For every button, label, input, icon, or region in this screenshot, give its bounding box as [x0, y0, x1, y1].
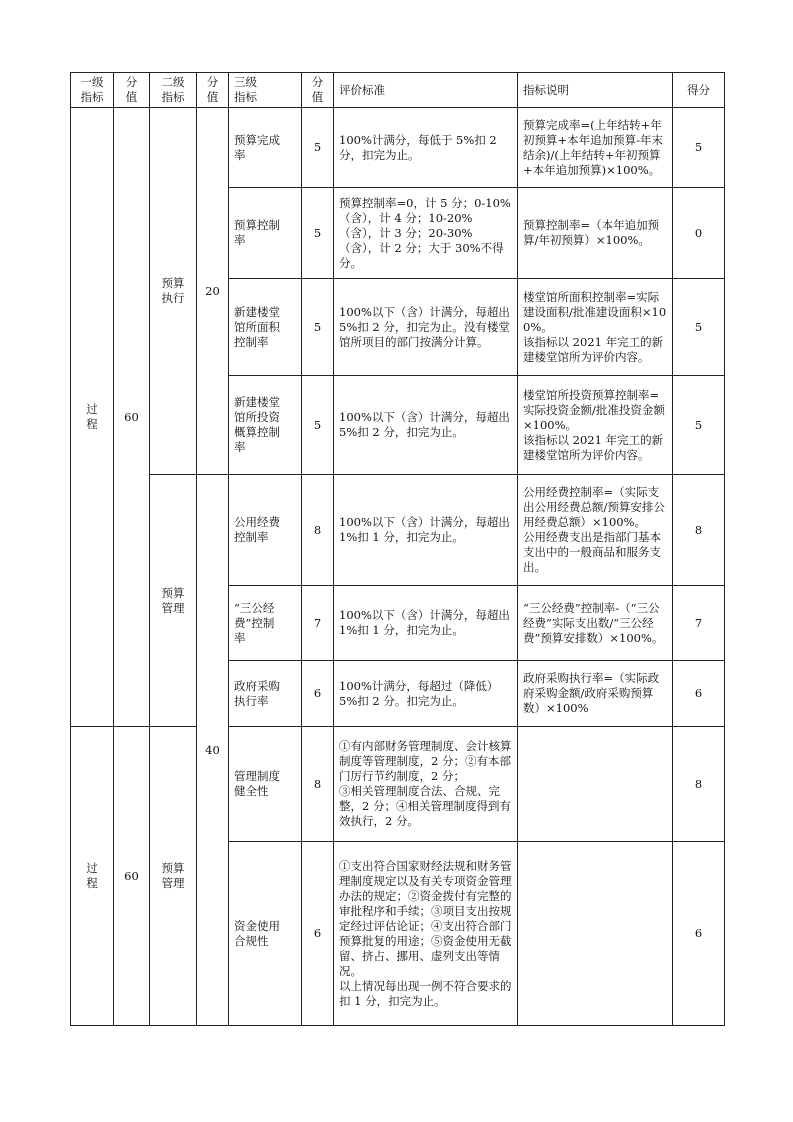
result-cell: 5 — [673, 376, 725, 475]
level3-score: 8 — [302, 475, 334, 586]
level3-score: 6 — [302, 842, 334, 1026]
standard-cell: 100%计满分，每低于 5%扣 2 分，扣完为止。 — [334, 108, 518, 188]
standard-cell: 预算控制率=0，计 5 分；0-10%（含），计 4 分；10-20%（含），计 3 分；20-30%（含），计 2 分；大于 30%不得分。 — [334, 188, 518, 279]
header-score2: 分 值 — [197, 73, 229, 108]
standard-cell: 100%计满分，每超过（降低）5%扣 2 分。扣完为止。 — [334, 661, 518, 727]
level2-cell: 预算 管理 — [150, 475, 197, 727]
level1-score-cell: 60 — [114, 108, 150, 727]
result-cell: 8 — [673, 727, 725, 842]
level3-score: 5 — [302, 279, 334, 376]
level3-name: “三公经 费”控制 率 — [229, 586, 302, 661]
level3-score: 5 — [302, 188, 334, 279]
description-cell — [518, 842, 673, 1026]
result-cell: 5 — [673, 279, 725, 376]
result-cell: 6 — [673, 661, 725, 727]
level3-score: 7 — [302, 586, 334, 661]
result-cell: 0 — [673, 188, 725, 279]
header-level1: 一级 指标 — [71, 73, 114, 108]
level3-name: 管理制度 健全性 — [229, 727, 302, 842]
description-cell: 楼堂馆所投资预算控制率=实际投资金额/批准投资金额×100%。 该指标以 2021 年完工的新建楼堂馆所为评价内容。 — [518, 376, 673, 475]
level3-score: 5 — [302, 376, 334, 475]
description-cell: 政府采购执行率=（实际政府采购金额/政府采购预算数）×100% — [518, 661, 673, 727]
result-cell: 6 — [673, 842, 725, 1026]
description-cell: “三公经费”控制率-（“三公经费”实际支出数/“三公经费”预算安排数）×100%。 — [518, 586, 673, 661]
level1-cell: 过 程 — [71, 108, 114, 727]
header-level3: 三级 指标 — [229, 73, 302, 108]
level2-cell: 预算 执行 — [150, 108, 197, 475]
standard-cell: 100%以下（含）计满分，每超出 5%扣 2 分，扣完为止。没有楼堂馆所项目的部门按满分计算。 — [334, 279, 518, 376]
table-row — [71, 727, 725, 842]
header-score3: 分 值 — [302, 73, 334, 108]
table-row — [71, 475, 725, 586]
level3-score: 5 — [302, 108, 334, 188]
level2-score-cell: 40 — [197, 475, 229, 1026]
standard-cell: 100%以下（含）计满分，每超出 1%扣 1 分，扣完为止。 — [334, 475, 518, 586]
level2-score-cell: 20 — [197, 108, 229, 475]
header-standard: 评价标准 — [334, 73, 518, 108]
standard-cell: 100%以下（含）计满分，每超出 5%扣 2 分，扣完为止。 — [334, 376, 518, 475]
level3-name: 新建楼堂 馆所投资 概算控制 率 — [229, 376, 302, 475]
description-cell: 预算完成率=(上年结转+年初预算+本年追加预算-年末结余)/(上年结转+年初预算+本年追加预算)×100%。 — [518, 108, 673, 188]
standard-cell: ①支出符合国家财经法规和财务管理制度规定以及有关专项资金管理办法的规定；②资金拨付有完整的审批程序和手续；③项目支出按规定经过评估论证；④支出符合部门预算批复的用途；⑤资金使用无截留、挤占、挪用、虚列支出等情况。 以上情况每出现一例不符合要求的扣 1 分，扣完为止。 — [334, 842, 518, 1026]
header-description: 指标说明 — [518, 73, 673, 108]
header-score1: 分 值 — [114, 73, 150, 108]
level3-score: 8 — [302, 727, 334, 842]
result-cell: 8 — [673, 475, 725, 586]
level2-cell: 预算 管理 — [150, 727, 197, 1026]
level3-name: 政府采购 执行率 — [229, 661, 302, 727]
table-row — [71, 108, 725, 188]
level3-name: 公用经费 控制率 — [229, 475, 302, 586]
header-level2: 二级 指标 — [150, 73, 197, 108]
level1-score-cell: 60 — [114, 727, 150, 1026]
description-cell: 楼堂馆所面积控制率=实际建设面积/批准建设面积×100%。 该指标以 2021 年完工的新建楼堂馆所为评价内容。 — [518, 279, 673, 376]
description-cell: 预算控制率=（本年追加预算/年初预算）×100%。 — [518, 188, 673, 279]
level3-name: 预算完成 率 — [229, 108, 302, 188]
result-cell: 7 — [673, 586, 725, 661]
standard-cell: 100%以下（含）计满分，每超出 1%扣 1 分，扣完为止。 — [334, 586, 518, 661]
header-row — [71, 73, 725, 108]
level3-name: 新建楼堂 馆所面积 控制率 — [229, 279, 302, 376]
header-result: 得分 — [673, 73, 725, 108]
level1-cell: 过 程 — [71, 727, 114, 1026]
description-cell: 公用经费控制率=（实际支出公用经费总额/预算安排公用经费总额）×100%。 公用经费支出是指部门基本支出中的一般商品和服务支出。 — [518, 475, 673, 586]
evaluation-table — [70, 72, 725, 1026]
level3-name: 预算控制 率 — [229, 188, 302, 279]
level3-score: 6 — [302, 661, 334, 727]
result-cell: 5 — [673, 108, 725, 188]
description-cell — [518, 727, 673, 842]
standard-cell: ①有内部财务管理制度、会计核算制度等管理制度，2 分；②有本部门厉行节约制度，2 分； ③相关管理制度合法、合规、完整，2 分；④相关管理制度得到有效执行，2 分。 — [334, 727, 518, 842]
level3-name: 资金使用 合规性 — [229, 842, 302, 1026]
